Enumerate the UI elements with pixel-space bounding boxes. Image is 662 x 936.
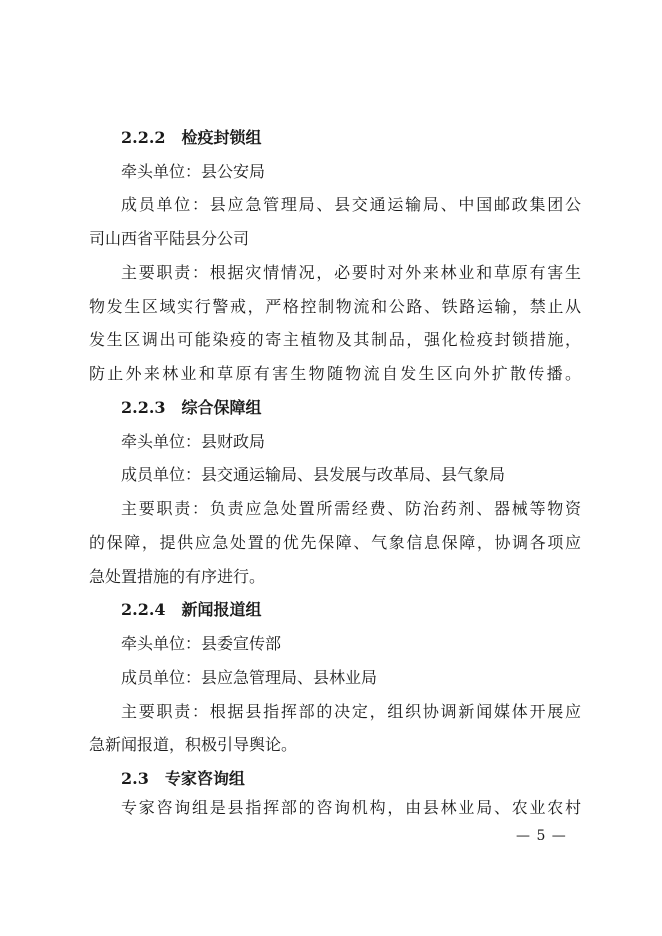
section-number: 2.2.4 xyxy=(121,600,166,619)
section-heading-2-2-2 xyxy=(121,127,581,149)
duties-line: 主要职责：根据县指挥部的决定，组织协调新闻媒体开展应 xyxy=(121,702,581,721)
section-title: 综合保障组 xyxy=(181,398,262,417)
member-units-line: 司山西省平陆县分公司 xyxy=(89,229,250,248)
section-heading-2-2-3 xyxy=(121,397,581,419)
section-heading-2-3 xyxy=(121,768,581,790)
member-units-line: 成员单位：县交通运输局、县发展与改革局、县气象局 xyxy=(121,465,506,484)
member-units-line: 成员单位：县应急管理局、县林业局 xyxy=(121,668,378,687)
section-title: 专家咨询组 xyxy=(164,769,245,788)
body-line: 专家咨询组是县指挥部的咨询机构，由县林业局、农业农村 xyxy=(121,798,581,817)
section-heading-2-2-4 xyxy=(121,599,581,621)
page-number: — 5 — xyxy=(516,828,567,844)
duties-line: 主要职责：根据灾情情况，必要时对外来林业和草原有害生 xyxy=(121,263,581,282)
duties-line: 主要职责：负责应急处置所需经费、防治药剂、器械等物资 xyxy=(121,499,581,518)
section-number: 2.3 xyxy=(121,769,149,788)
duties-line: 急新闻报道，积极引导舆论。 xyxy=(89,735,298,754)
section-number: 2.2.2 xyxy=(121,128,166,147)
lead-unit-line: 牵头单位：县财政局 xyxy=(121,432,266,451)
duties-line: 的保障，提供应急处置的优先保障、气象信息保障，协调各项应 xyxy=(89,533,581,552)
duties-line: 物发生区域实行警戒，严格控制物流和公路、铁路运输，禁止从 xyxy=(89,297,581,316)
duties-line: 急处置措施的有序进行。 xyxy=(89,567,266,586)
section-title: 新闻报道组 xyxy=(181,600,262,619)
duties-line: 防止外来林业和草原有害生物随物流自发生区向外扩散传播。 xyxy=(89,364,581,383)
section-title: 检疫封锁组 xyxy=(181,128,262,147)
member-units-line: 成员单位：县应急管理局、县交通运输局、中国邮政集团公 xyxy=(121,195,581,214)
section-number: 2.2.3 xyxy=(121,398,166,417)
duties-line: 发生区调出可能染疫的寄主植物及其制品，强化检疫封锁措施， xyxy=(89,330,581,349)
lead-unit-line: 牵头单位：县委宣传部 xyxy=(121,634,282,653)
lead-unit-line: 牵头单位：县公安局 xyxy=(121,162,266,181)
